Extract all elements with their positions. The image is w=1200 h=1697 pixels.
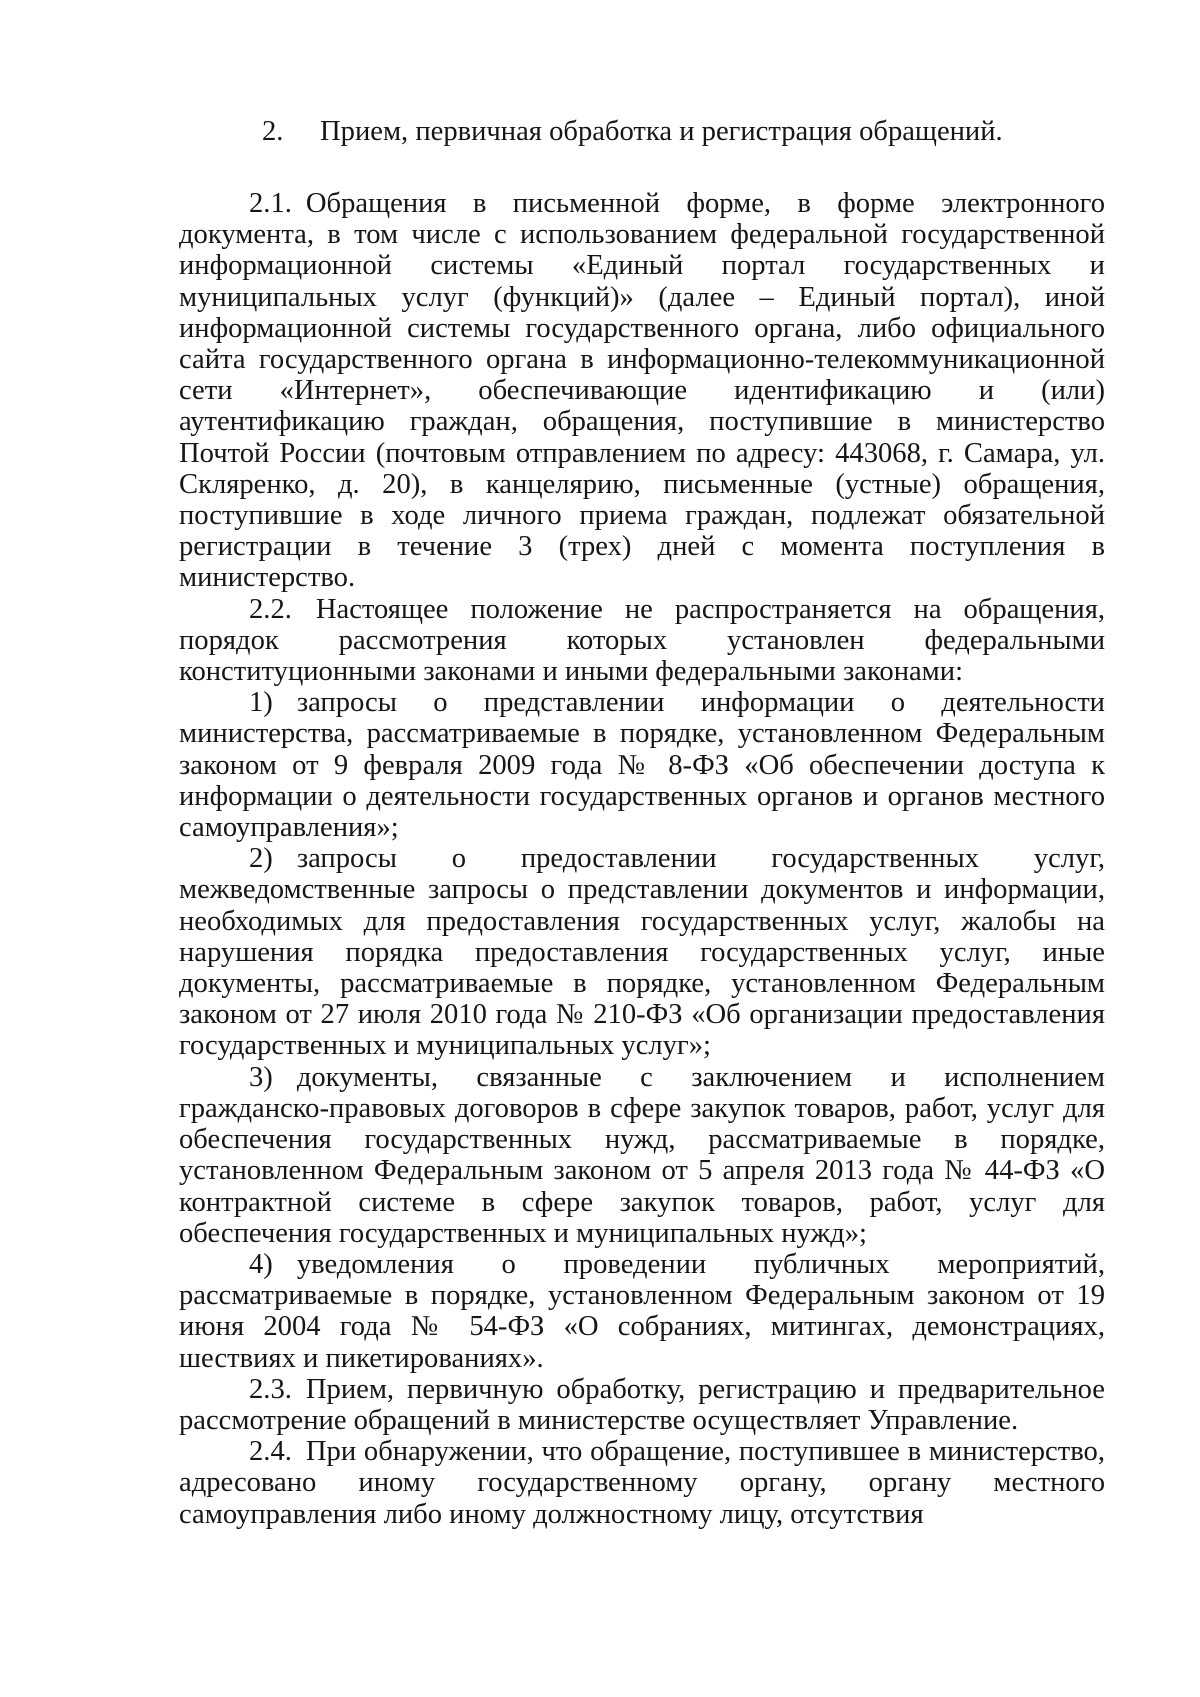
list-item-number: 2) [249, 843, 273, 875]
list-item-2 [179, 843, 1105, 1061]
paragraph-number: 2.1. [249, 188, 292, 219]
list-item-1 [179, 687, 1105, 843]
section-title: Прием, первичная обработка и регистрация обращений. [320, 116, 1003, 147]
list-item-number: 1) [249, 687, 273, 719]
list-item-number: 3) [249, 1061, 273, 1093]
section-number: 2. [262, 116, 284, 147]
paragraph-number: 2.4. [249, 1436, 292, 1468]
paragraph-number: 2.3. [249, 1373, 292, 1405]
paragraph-text: При обнаружении, что обращение, поступившее в министерство, адресовано иному государственному органу, органу местного самоуправления либо иному должностному лицу, отсутствия [179, 1436, 1105, 1530]
document-body [179, 188, 1105, 1530]
paragraph-2-1 [179, 188, 1105, 594]
list-item-text: запросы о представлении информации о деятельности министерства, рассматриваемые в порядке, установленном Федеральным законом от 9 февраля 2009 года № 8-ФЗ «Об обеспечении доступа к информации о деятельности государственных органов и органов местного самоуправления»; [179, 687, 1105, 844]
section-heading [262, 116, 1122, 147]
paragraph-text: Прием, первичную обработку, регистрацию и предварительное рассмотрение обращений в министерстве осуществляет Управление. [179, 1373, 1105, 1436]
list-item-text: уведомления о проведении публичных мероприятий, рассматриваемые в порядке, установленном Федеральным законом от 19 июня 2004 года № 54-ФЗ «О собраниях, митингах, демонстрациях, шествиях и пикетированиях». [179, 1248, 1105, 1374]
list-item-text: запросы о предоставлении государственных услуг, межведомственные запросы о представлении документов и информации, необходимых для предоставления государственных услуг, жалобы на нарушения порядка предоставления государственных услуг, иные документы, рассматриваемые в порядке, установленном Федеральным законом от 27 июля 2010 года № 210-ФЗ «Об организации предоставления государственных и муниципальных услуг»; [179, 843, 1105, 1062]
paragraph-number: 2.2. [249, 593, 292, 625]
paragraph-2-4 [179, 1436, 1105, 1530]
paragraph-2-2 [179, 594, 1105, 688]
list-item-number: 4) [249, 1248, 273, 1280]
list-item-4 [179, 1249, 1105, 1374]
paragraph-text: Обращения в письменной форме, в форме электронного документа, в том числе с использованием федеральной государственной информационной системы «Единый портал государственных и муниципальных услуг (функций)» (далее – Единый портал), иной информационной системы государственного органа, либо официального сайта государственного органа в информационно-телекоммуникационной сети «Интернет», обеспечивающие идентификацию и (или) аутентификацию граждан, обращения, поступившие в министерство Почтой России (почтовым отправлением по адресу: 443068, г. Самара, ул. Скляренко, д. 20), в канцелярию, письменные (устные) обращения, поступившие в ходе личного приема граждан, подлежат обязательной регистрации в течение 3 (трех) дней с момента поступления в министерство. [179, 188, 1105, 594]
paragraph-text: Настоящее положение не распространяется на обращения, порядок рассмотрения которых установлен федеральными конституционными законами и иными федеральными законами: [179, 593, 1105, 688]
paragraph-2-3 [179, 1374, 1105, 1436]
list-item-text: документы, связанные с заключением и исполнением гражданско-правовых договоров в сфере закупок товаров, работ, услуг для обеспечения государственных нужд, рассматриваемые в порядке, установленном Федеральным законом от 5 апреля 2013 года № 44-ФЗ «О контрактной системе в сфере закупок товаров, работ, услуг для обеспечения государственных и муниципальных нужд»; [179, 1061, 1105, 1249]
list-item-3 [179, 1062, 1105, 1249]
